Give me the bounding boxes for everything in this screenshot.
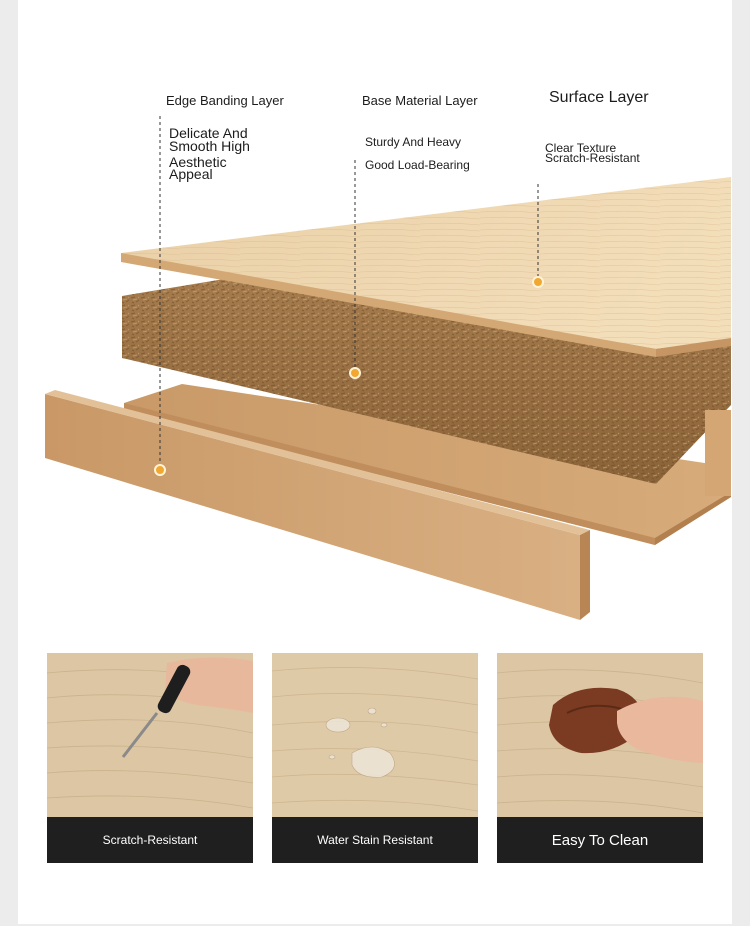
edge-banding-desc-line-1: Delicate And — [169, 125, 248, 141]
surface-marker — [533, 277, 543, 287]
water-droplets-photo — [272, 653, 478, 817]
feature-label-scratch: Scratch-Resistant — [47, 817, 253, 863]
edge-banding-desc-line-4: Appeal — [169, 166, 213, 182]
screwdriver-scratch-photo — [47, 653, 253, 817]
surface-title: Surface Layer — [549, 89, 649, 106]
base-material-desc-line-2: Good Load-Bearing — [365, 158, 470, 172]
base-material-title: Base Material Layer — [362, 93, 478, 108]
feature-label-clean: Easy To Clean — [497, 817, 703, 863]
edge-banding-desc-line-3: Aesthetic — [169, 154, 227, 170]
surface-desc-line-1: Clear Texture — [545, 141, 617, 155]
edge-banding-desc-line-2: Smooth High — [169, 138, 250, 154]
feature-label-water: Water Stain Resistant — [272, 817, 478, 863]
feature-card-clean — [497, 653, 703, 863]
base-material-desc-line-1: Sturdy And Heavy — [365, 135, 462, 149]
edge-banding-marker — [155, 465, 165, 475]
base-material-marker — [350, 368, 360, 378]
surface-desc-line-2: Scratch-Resistant — [545, 151, 640, 165]
edge-banding-title: Edge Banding Layer — [166, 93, 284, 108]
feature-card-scratch — [47, 653, 253, 863]
feature-card-water — [272, 653, 478, 863]
cleaning-cloth-photo — [497, 653, 703, 817]
